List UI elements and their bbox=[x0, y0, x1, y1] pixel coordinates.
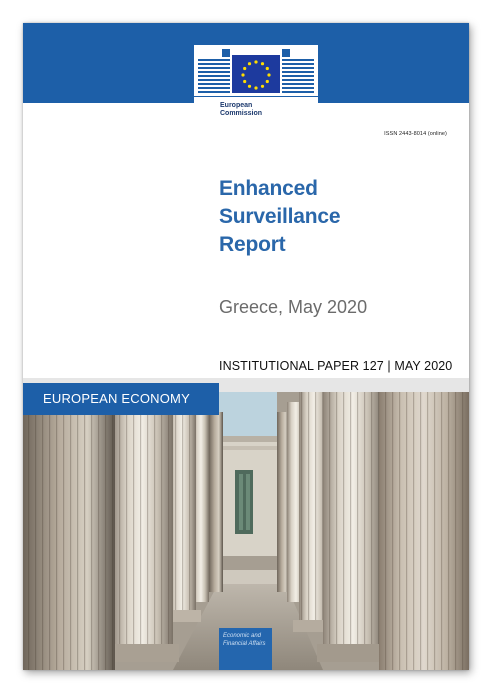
dg-label-line2: Financial Affairs bbox=[223, 640, 266, 647]
issn-number: ISSN 2443-8014 (online) bbox=[384, 131, 447, 137]
issuer-name bbox=[220, 102, 262, 118]
title-line3: Report bbox=[219, 233, 286, 256]
european-commission-logo bbox=[194, 45, 318, 127]
report-subtitle: Greece, May 2020 bbox=[219, 297, 368, 317]
european-economy-tag: EUROPEAN ECONOMY bbox=[23, 383, 219, 415]
report-title bbox=[219, 175, 449, 259]
institutional-paper-line: INSTITUTIONAL PAPER 127 | MAY 2020 bbox=[219, 359, 453, 373]
title-line2: Surveillance bbox=[219, 205, 341, 228]
title-line1: Enhanced bbox=[219, 177, 318, 200]
ec-building-icon bbox=[194, 45, 318, 101]
report-cover bbox=[23, 23, 469, 670]
issuer-line2: Commission bbox=[220, 110, 263, 117]
dg-label-line1: Economic and bbox=[223, 633, 262, 639]
dg-ecfin-label bbox=[219, 628, 272, 670]
issuer-line1: European bbox=[220, 102, 253, 109]
